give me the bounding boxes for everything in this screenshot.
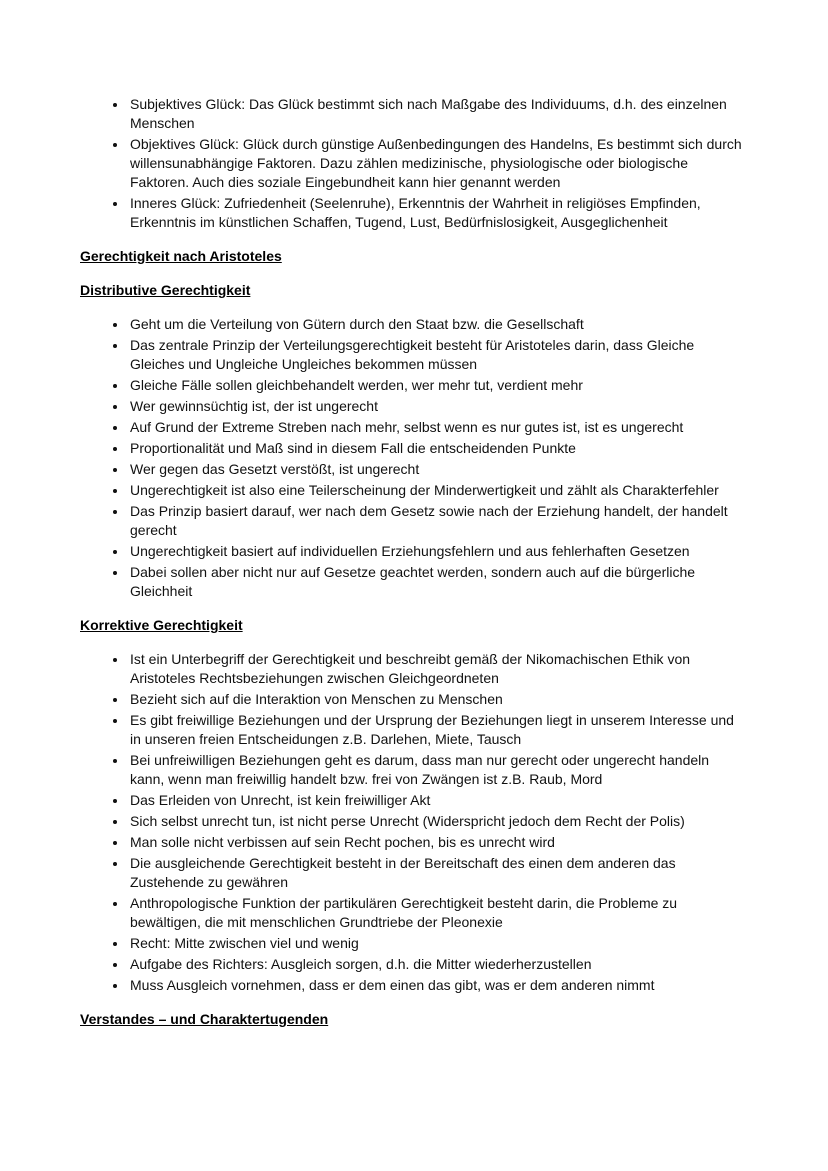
section-heading: Gerechtigkeit nach Aristoteles: [80, 248, 282, 264]
bullet-item: • Ist ein Unterbegriff der Gerechtigkeit und beschreibt gemäß der Nikomachischen Ethik von Aristoteles Rechtsbeziehungen zwischen Gleichgeordneten: [128, 650, 746, 688]
bullet-item: • Anthropologische Funktion der partikulären Gerechtigkeit besteht darin, die Probleme zu bewältigen, die mit menschlichen Grundtriebe der Pleonexie: [128, 894, 746, 932]
bullet-item: • Muss Ausgleich vornehmen, dass er dem einen das gibt, was er dem anderen nimmt: [128, 976, 746, 995]
bullet-item: • Proportionalität und Maß sind in diesem Fall die entscheidenden Punkte: [128, 439, 746, 458]
bullet-item: • Bezieht sich auf die Interaktion von Menschen zu Menschen: [128, 690, 746, 709]
bullet-item: • Sich selbst unrecht tun, ist nicht perse Unrecht (Widerspricht jedoch dem Recht der Polis): [128, 812, 746, 831]
bullet-item: • Wer gewinnsüchtig ist, der ist ungerecht: [128, 397, 746, 416]
bullet-item: • Geht um die Verteilung von Gütern durch den Staat bzw. die Gesellschaft: [128, 315, 746, 334]
bullet-item: • Objektives Glück: Glück durch günstige Außenbedingungen des Handelns, Es bestimmt sich durch willensunabhängige Faktoren. Dazu zählen medizinische, physiologische oder biologische Faktoren. Auch dies soziale Eingebundheit kann hier genannt werden: [128, 135, 746, 192]
bullet-item: • Ungerechtigkeit basiert auf individuellen Erziehungsfehlern und aus fehlerhaften Gesetzen: [128, 542, 746, 561]
bullet-item: • Wer gegen das Gesetzt verstößt, ist ungerecht: [128, 460, 746, 479]
bullet-item: • Ungerechtigkeit ist also eine Teilerscheinung der Minderwertigkeit und zählt als Charakterfehler: [128, 481, 746, 500]
bullet-item: • Gleiche Fälle sollen gleichbehandelt werden, wer mehr tut, verdient mehr: [128, 376, 746, 395]
section-heading: Distributive Gerechtigkeit: [80, 282, 251, 298]
bullet-item: • Das zentrale Prinzip der Verteilungsgerechtigkeit besteht für Aristoteles darin, dass Gleiche Gleiches und Ungleiche Ungleiches bekommen müssen: [128, 336, 746, 374]
section-heading: Verstandes – und Charaktertugenden: [80, 1011, 329, 1027]
bullet-item: • Man solle nicht verbissen auf sein Recht pochen, bis es unrecht wird: [128, 833, 746, 852]
bullet-item: • Aufgabe des Richters: Ausgleich sorgen, d.h. die Mitter wiederherzustellen: [128, 955, 746, 974]
bullet-item: • Recht: Mitte zwischen viel und wenig: [128, 934, 746, 953]
bullet-item: • Das Prinzip basiert darauf, wer nach dem Gesetz sowie nach der Erziehung handelt, der handelt gerecht: [128, 502, 746, 540]
bullet-item: • Dabei sollen aber nicht nur auf Gesetze geachtet werden, sondern auch auf die bürgerliche Gleichheit: [128, 563, 746, 601]
bullet-item: • Inneres Glück: Zufriedenheit (Seelenruhe), Erkenntnis der Wahrheit in religiöses Empfinden, Erkenntnis im künstlichen Schaffen, Tugend, Lust, Bedürfnislosigkeit, Ausgeglichenheit: [128, 194, 746, 232]
bullet-item: • Bei unfreiwilligen Beziehungen geht es darum, dass man nur gerecht oder ungerecht handeln kann, wenn man freiwillig handelt bzw. frei von Zwängen ist z.B. Raub, Mord: [128, 751, 746, 789]
section-heading: Korrektive Gerechtigkeit: [80, 617, 243, 633]
bullet-item: • Das Erleiden von Unrecht, ist kein freiwilliger Akt: [128, 791, 746, 810]
bullet-item: • Subjektives Glück: Das Glück bestimmt sich nach Maßgabe des Individuums, d.h. des einzelnen Menschen: [128, 95, 746, 133]
bullet-list: [80, 315, 746, 601]
bullet-list: [80, 95, 746, 232]
bullet-list: [80, 650, 746, 995]
bullet-item: • Die ausgleichende Gerechtigkeit besteht in der Bereitschaft des einen dem anderen das Zustehende zu gewähren: [128, 854, 746, 892]
bullet-item: • Es gibt freiwillige Beziehungen und der Ursprung der Beziehungen liegt in unserem Interesse und in unseren freien Entscheidungen z.B. Darlehen, Miete, Tausch: [128, 711, 746, 749]
bullet-item: • Auf Grund der Extreme Streben nach mehr, selbst wenn es nur gutes ist, ist es ungerecht: [128, 418, 746, 437]
